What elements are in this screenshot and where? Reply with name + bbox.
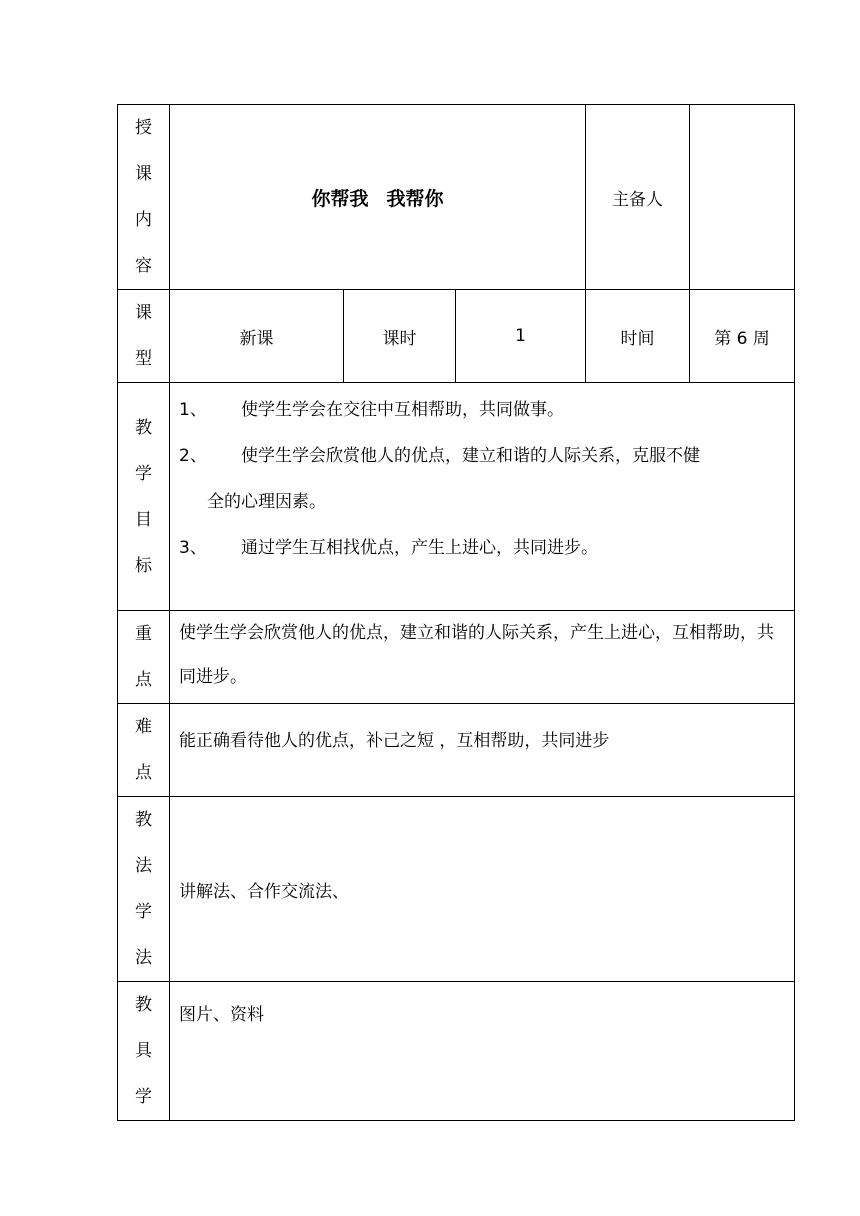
key-points-row <box>118 611 795 704</box>
preparer-label: 主备人 <box>586 105 690 290</box>
lesson-plan-table <box>117 104 795 1121</box>
goal-item: 1、 使学生学会在交往中互相帮助，共同做事。 <box>179 400 564 420</box>
goals-row <box>118 383 795 611</box>
key-points-text: 使学生学会欣赏他人的优点，建立和谐的人际关系，产生上进心，互相帮助，共同进步。 <box>170 611 795 704</box>
period-label: 课时 <box>344 290 456 383</box>
goals-content <box>170 383 795 611</box>
type-row <box>118 290 795 383</box>
difficulties-text: 能正确看待他人的优点，补己之短 ，互相帮助，共同进步 <box>170 704 795 797</box>
goal-item: 3、 通过学生互相找优点，产生上进心，共同进步。 <box>179 538 598 558</box>
type-value: 新课 <box>170 290 344 383</box>
content-row <box>118 105 795 290</box>
time-value: 第 6 周 <box>690 290 795 383</box>
time-label: 时间 <box>586 290 690 383</box>
tools-text: 图片、资料 <box>170 982 795 1121</box>
difficulties-label: 难 点 <box>118 704 170 797</box>
tools-label: 教 具 学 <box>118 982 170 1121</box>
goal-item: 2、 使学生学会欣赏他人的优点，建立和谐的人际关系，克服不健 全的心理因素。 <box>179 446 700 512</box>
type-label: 课 型 <box>118 290 170 383</box>
content-label: 授 课 内 容 <box>118 105 170 290</box>
methods-text: 讲解法、合作交流法、 <box>170 797 795 982</box>
lesson-title: 你帮我 我帮你 <box>170 105 586 290</box>
methods-row <box>118 797 795 982</box>
difficulties-row <box>118 704 795 797</box>
key-points-label: 重 点 <box>118 611 170 704</box>
tools-row <box>118 982 795 1121</box>
period-value: 1 <box>456 290 586 383</box>
goals-label: 教 学 目 标 <box>118 383 170 611</box>
methods-label: 教 法 学 法 <box>118 797 170 982</box>
preparer-value <box>690 105 795 290</box>
